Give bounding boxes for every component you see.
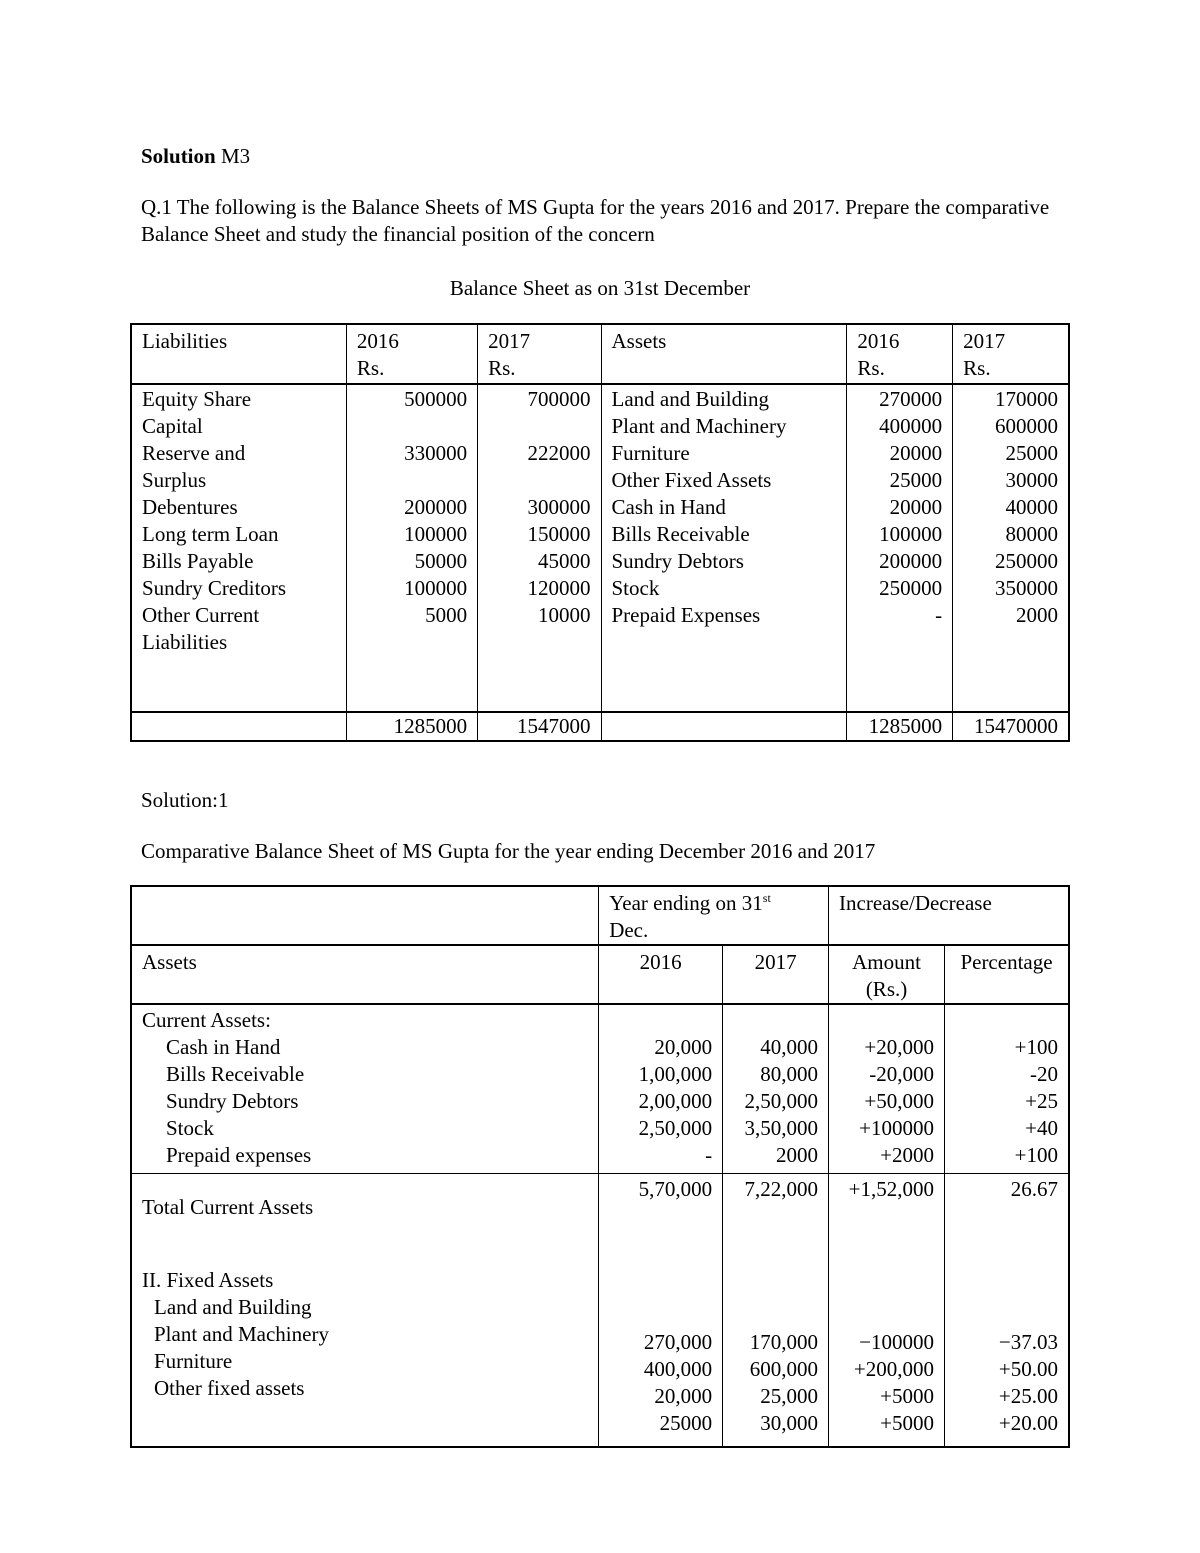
current-asset-name: Cash in Hand xyxy=(166,1035,281,1059)
asset-name: Plant and Machinery xyxy=(611,414,787,438)
current-assets-label: Current Assets: xyxy=(142,1008,271,1032)
current-assets-2016 xyxy=(599,1004,723,1174)
total-blank-cell xyxy=(601,712,847,741)
asset-name: Sundry Debtors xyxy=(611,549,744,573)
current-asset-2017: 80,000 xyxy=(760,1062,819,1086)
liability-2016-value: 100000 xyxy=(404,522,468,546)
liabilities-2017-column xyxy=(478,384,601,712)
liabilities-header: Liabilities xyxy=(131,324,346,384)
current-asset-2016: 2,00,000 xyxy=(638,1089,713,1113)
fixed-asset-amount: +5000 xyxy=(880,1411,935,1435)
asset-2017-value: 2000 xyxy=(1016,603,1058,627)
comparative-header-row-1 xyxy=(131,886,1069,945)
fixed-asset-2016: 270,000 xyxy=(643,1330,713,1354)
assets-2016-column xyxy=(847,384,953,712)
current-asset-2016: 2,50,000 xyxy=(638,1116,713,1140)
rs-label: Rs. xyxy=(488,356,516,380)
fixed-assets-2017 xyxy=(723,1232,829,1447)
liability-2016-value: 100000 xyxy=(404,576,468,600)
liability-name: Sundry Creditors xyxy=(142,576,287,600)
liability-2017-value xyxy=(488,467,590,494)
asset-2016-value: 400000 xyxy=(879,414,943,438)
year-label: 2016 xyxy=(857,329,900,353)
fixed-asset-name: Plant and Machinery xyxy=(154,1322,329,1346)
blank-header-cell xyxy=(131,886,599,945)
liability-2016-value: 50000 xyxy=(414,549,468,573)
liability-name: Capital xyxy=(142,414,203,438)
liability-2016-value: 500000 xyxy=(404,387,468,411)
balance-sheet-caption: Balance Sheet as on 31st December xyxy=(449,276,751,300)
comparative-table xyxy=(130,885,1070,1448)
asset-2016-value: 250000 xyxy=(879,576,943,600)
fixed-asset-percentage: −37.03 xyxy=(998,1330,1058,1354)
current-assets-percentage xyxy=(945,1004,1069,1174)
liability-2016-value: 330000 xyxy=(404,441,468,465)
asset-2016-value: 100000 xyxy=(879,522,943,546)
asset-name: Prepaid Expenses xyxy=(611,603,761,627)
assets-2017-header xyxy=(953,324,1069,384)
asset-2017-value: 30000 xyxy=(1005,468,1058,492)
rs-label: Rs. xyxy=(963,356,991,380)
asset-name: Land and Building xyxy=(611,387,769,411)
current-asset-amount: +50,000 xyxy=(864,1089,935,1113)
fixed-assets-amount xyxy=(829,1232,945,1447)
current-asset-2017: 2000 xyxy=(776,1143,819,1167)
fixed-asset-percentage: +50.00 xyxy=(998,1357,1058,1381)
fixed-asset-amount: +200,000 xyxy=(853,1357,935,1381)
year-label: 2017 xyxy=(488,329,531,353)
fixed-assets-percentage xyxy=(945,1232,1069,1447)
balance-sheet-table xyxy=(130,323,1070,742)
liab-2016-header xyxy=(346,324,477,384)
asset-2017-value: 600000 xyxy=(995,414,1058,438)
liab-total-2016: 1285000 xyxy=(346,712,477,741)
amount-unit: (Rs.) xyxy=(865,977,908,1001)
current-asset-2016: 1,00,000 xyxy=(638,1062,713,1086)
total-current-assets-row xyxy=(131,1174,1069,1233)
liability-name: Long term Loan xyxy=(142,522,279,546)
liability-2016-value: 5000 xyxy=(425,603,468,627)
liability-2017-value: 700000 xyxy=(527,387,591,411)
liability-2016-value xyxy=(357,413,467,440)
liability-2017-value: 10000 xyxy=(538,603,591,627)
asset-name: Other Fixed Assets xyxy=(611,468,772,492)
fixed-assets-row xyxy=(131,1232,1069,1447)
assets-2017-column xyxy=(953,384,1069,712)
total-current-amount: +1,52,000 xyxy=(829,1174,945,1233)
year-ending-text: Year ending on 31 xyxy=(609,891,763,915)
year-ending-sup: st xyxy=(762,891,771,905)
asset-2017-value: 40000 xyxy=(1005,495,1058,519)
asset-2016-value: 200000 xyxy=(879,549,943,573)
rs-label: Rs. xyxy=(356,356,385,380)
current-asset-amount: +2000 xyxy=(880,1143,935,1167)
liability-2017-value: 120000 xyxy=(527,576,591,600)
liab-2017-header xyxy=(478,324,601,384)
current-assets-amount xyxy=(829,1004,945,1174)
liability-2017-value: 45000 xyxy=(538,549,591,573)
title-rest: M3 xyxy=(215,144,251,168)
current-asset-percentage: -20 xyxy=(1030,1062,1058,1086)
liability-2016-value: 200000 xyxy=(404,495,468,519)
liability-2017-value: 150000 xyxy=(527,522,591,546)
current-asset-name: Prepaid expenses xyxy=(166,1143,312,1167)
liab-total-2017: 1547000 xyxy=(478,712,601,741)
current-asset-name: Stock xyxy=(166,1116,214,1140)
liability-name: Other Current xyxy=(142,603,260,627)
fixed-asset-2017: 30,000 xyxy=(760,1411,819,1435)
fixed-asset-2016: 20,000 xyxy=(654,1384,713,1408)
current-asset-2016: - xyxy=(705,1143,713,1167)
total-current-2017: 7,22,000 xyxy=(723,1174,829,1233)
amount-label: Amount xyxy=(852,950,921,974)
increase-decrease-header: Increase/Decrease xyxy=(829,886,1069,945)
liability-name: Liabilities xyxy=(142,630,228,654)
current-asset-2017: 2,50,000 xyxy=(744,1089,819,1113)
fixed-asset-name: Other fixed assets xyxy=(154,1376,305,1400)
question-text: Q.1 The following is the Balance Sheets of MS Gupta for the years 2016 and 2017. Prepare the comparative Balance Sheet and study the financial position of the concern xyxy=(141,195,1050,246)
asset-total-2016: 1285000 xyxy=(847,712,953,741)
total-current-label-cell xyxy=(131,1174,599,1233)
current-asset-amount: -20,000 xyxy=(869,1062,935,1086)
balance-sheet-body-row xyxy=(131,384,1069,712)
liability-name: Reserve and xyxy=(142,441,246,465)
fixed-asset-amount: +5000 xyxy=(880,1384,935,1408)
fixed-asset-amount: −100000 xyxy=(859,1330,935,1354)
current-asset-name: Bills Receivable xyxy=(166,1062,305,1086)
fixed-asset-2017: 25,000 xyxy=(760,1384,819,1408)
asset-name: Bills Receivable xyxy=(611,522,750,546)
current-asset-2017: 40,000 xyxy=(760,1035,819,1059)
year-2016-header: 2016 xyxy=(599,945,723,1004)
asset-2016-value: 270000 xyxy=(879,387,943,411)
liability-2016-value xyxy=(357,629,467,656)
assets-2016-header xyxy=(847,324,953,384)
fixed-assets-label: II. Fixed Assets xyxy=(142,1268,274,1292)
fixed-assets-names xyxy=(131,1232,599,1447)
liability-name: Surplus xyxy=(142,468,207,492)
fixed-asset-2017: 600,000 xyxy=(749,1357,819,1381)
fixed-asset-2017: 170,000 xyxy=(749,1330,819,1354)
year-2017-header: 2017 xyxy=(723,945,829,1004)
rs-label: Rs. xyxy=(857,356,885,380)
current-assets-2017 xyxy=(723,1004,829,1174)
year-ending-dec: Dec. xyxy=(609,918,649,942)
balance-sheet-total-row xyxy=(131,712,1069,741)
assets-header: Assets xyxy=(131,945,599,1004)
asset-2017-value: 25000 xyxy=(1005,441,1058,465)
liability-2016-value xyxy=(357,467,467,494)
amount-header xyxy=(829,945,945,1004)
liability-name: Equity Share xyxy=(142,387,252,411)
current-asset-amount: +20,000 xyxy=(864,1035,935,1059)
solution-label: Solution:1 xyxy=(141,788,229,812)
asset-2016-value: 20000 xyxy=(889,495,943,519)
liability-name: Debentures xyxy=(142,495,238,519)
current-asset-2016: 20,000 xyxy=(654,1035,713,1059)
current-assets-row xyxy=(131,1004,1069,1174)
liability-2017-value: 222000 xyxy=(527,441,591,465)
year-label: 2016 xyxy=(356,329,399,353)
liability-2017-value xyxy=(488,629,590,656)
liability-name: Bills Payable xyxy=(142,549,254,573)
liability-2017-value xyxy=(488,413,590,440)
page-title xyxy=(141,143,250,170)
total-blank-cell xyxy=(131,712,346,741)
total-current-percentage: 26.67 xyxy=(945,1174,1069,1233)
fixed-asset-2016: 25000 xyxy=(659,1411,713,1435)
liabilities-2016-column xyxy=(346,384,477,712)
year-ending-header xyxy=(599,886,829,945)
balance-sheet-header-row xyxy=(131,324,1069,384)
asset-name: Furniture xyxy=(611,441,690,465)
total-current-label: Total Current Assets xyxy=(142,1195,314,1219)
current-asset-2017: 3,50,000 xyxy=(744,1116,819,1140)
fixed-asset-name: Land and Building xyxy=(154,1295,312,1319)
asset-2017-value: 350000 xyxy=(995,576,1058,600)
total-current-2016: 5,70,000 xyxy=(599,1174,723,1233)
current-asset-percentage: +100 xyxy=(1014,1143,1058,1167)
asset-2017-value: 250000 xyxy=(995,549,1058,573)
assets-names-column xyxy=(601,384,847,712)
fixed-asset-percentage: +25.00 xyxy=(998,1384,1058,1408)
asset-2016-value: 20000 xyxy=(889,441,943,465)
asset-2016-value: 25000 xyxy=(889,468,943,492)
comparative-caption: Comparative Balance Sheet of MS Gupta for the year ending December 2016 and 2017 xyxy=(141,839,876,863)
fixed-asset-percentage: +20.00 xyxy=(998,1411,1058,1435)
asset-total-2017: 15470000 xyxy=(953,712,1069,741)
current-assets-names xyxy=(131,1004,599,1174)
current-asset-name: Sundry Debtors xyxy=(166,1089,299,1113)
asset-2017-value: 80000 xyxy=(1005,522,1058,546)
fixed-assets-2016 xyxy=(599,1232,723,1447)
current-asset-percentage: +25 xyxy=(1025,1089,1058,1113)
current-asset-amount: +100000 xyxy=(859,1116,935,1140)
comparative-header-row-2 xyxy=(131,945,1069,1004)
asset-name: Cash in Hand xyxy=(611,495,726,519)
liability-2017-value: 300000 xyxy=(527,495,591,519)
asset-2016-value: - xyxy=(935,603,943,627)
assets-header: Assets xyxy=(601,324,847,384)
fixed-asset-name: Furniture xyxy=(154,1349,233,1373)
percentage-header: Percentage xyxy=(945,945,1069,1004)
current-asset-percentage: +40 xyxy=(1025,1116,1058,1140)
asset-2017-value: 170000 xyxy=(995,387,1058,411)
fixed-asset-2016: 400,000 xyxy=(643,1357,713,1381)
current-asset-percentage: +100 xyxy=(1014,1035,1058,1059)
year-label: 2017 xyxy=(963,329,1006,353)
asset-name: Stock xyxy=(611,576,660,600)
liabilities-names-column xyxy=(131,384,346,712)
title-bold: Solution xyxy=(141,144,216,168)
